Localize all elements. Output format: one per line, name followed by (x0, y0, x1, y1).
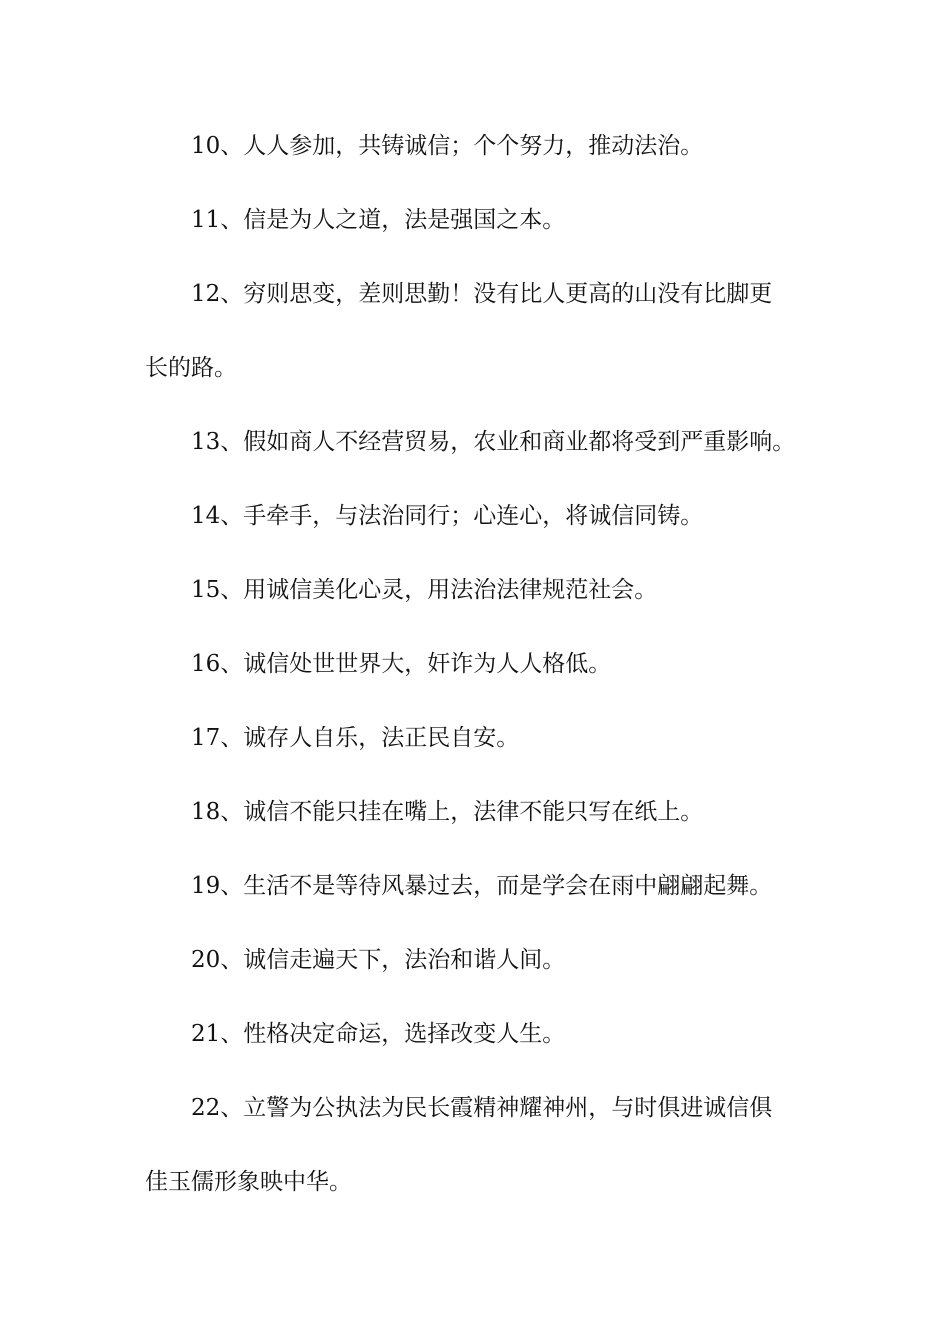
slogan-21 (145, 1016, 810, 1053)
slogan-20 (145, 942, 810, 979)
slogan-14 (145, 498, 810, 535)
slogan-line: 10、人人参加，共铸诚信；个个努力，推动法治。 (191, 133, 704, 159)
slogan-line: 20、诚信走遍天下，法治和谐人间。 (191, 947, 566, 973)
slogan-18 (145, 794, 810, 831)
slogan-line: 14、手牵手，与法治同行；心连心，将诚信同铸。 (191, 503, 704, 529)
slogan-17 (145, 720, 810, 757)
slogan-line: 19、生活不是等待风暴过去，而是学会在雨中翩翩起舞。 (191, 873, 773, 899)
slogan-16 (145, 646, 810, 683)
slogan-line: 12、穷则思变，差则思勤！没有比人更高的山没有比脚更 (191, 281, 773, 307)
slogan-10 (145, 128, 810, 165)
slogan-line: 21、性格决定命运，选择改变人生。 (191, 1021, 566, 1047)
slogan-12 (145, 276, 810, 387)
document-body (145, 128, 810, 1238)
slogan-line: 11、信是为人之道，法是强国之本。 (191, 207, 566, 233)
slogan-19 (145, 868, 810, 905)
slogan-line-continued: 佳玉儒形象映中华。 (145, 1169, 352, 1195)
slogan-11 (145, 202, 810, 239)
slogan-line: 16、诚信处世世界大，奸诈为人人格低。 (191, 651, 612, 677)
slogan-line: 18、诚信不能只挂在嘴上，法律不能只写在纸上。 (191, 799, 704, 825)
slogan-line: 22、立警为公执法为民长霞精神耀神州，与时俱进诚信俱 (191, 1095, 773, 1121)
slogan-line: 17、诚存人自乐，法正民自安。 (191, 725, 520, 751)
slogan-15 (145, 572, 810, 609)
slogan-line: 13、假如商人不经营贸易，农业和商业都将受到严重影响。 (191, 429, 796, 455)
slogan-line-continued: 长的路。 (145, 355, 237, 381)
slogan-13 (145, 424, 810, 461)
slogan-22 (145, 1090, 810, 1201)
slogan-line: 15、用诚信美化心灵，用法治法律规范社会。 (191, 577, 658, 603)
